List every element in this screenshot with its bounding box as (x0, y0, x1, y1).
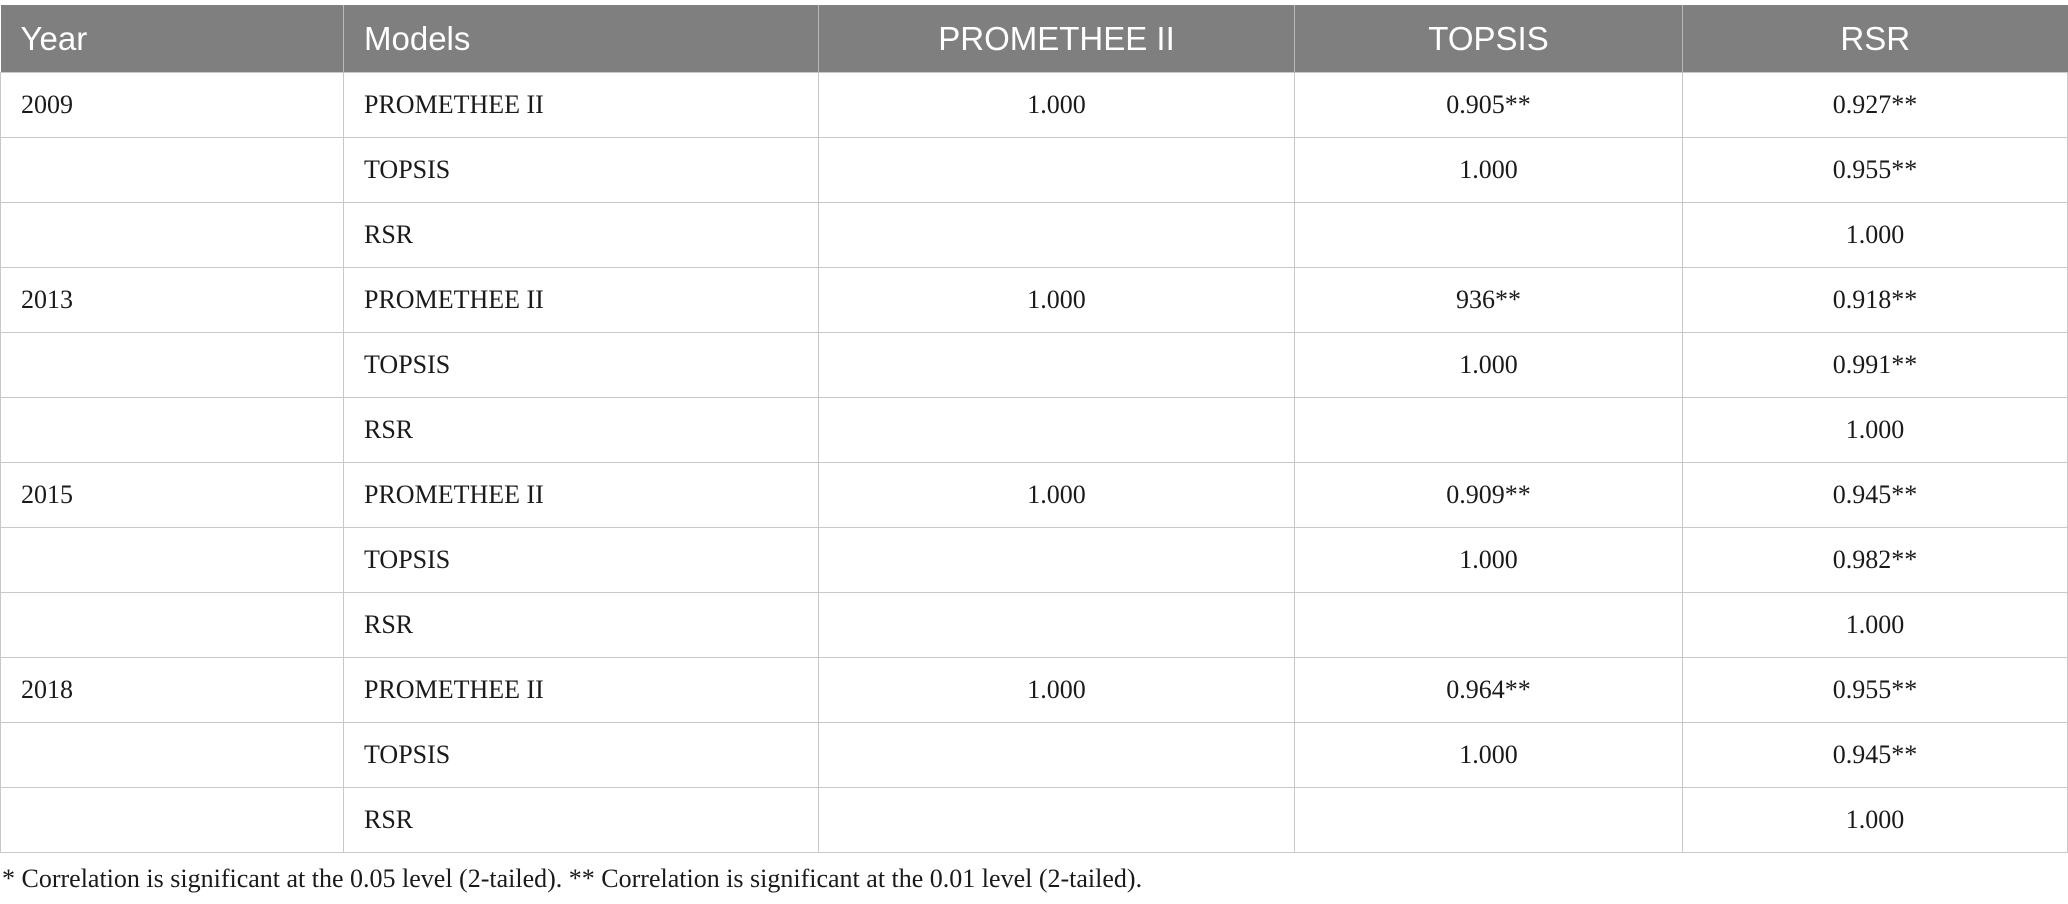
year-cell (1, 203, 344, 268)
topsis-cell: 1.000 (1295, 138, 1683, 203)
rsr-cell: 0.927** (1683, 73, 2068, 138)
header-promethee: PROMETHEE II (819, 5, 1295, 73)
promethee-cell (819, 788, 1295, 853)
table-row (1, 528, 2068, 593)
topsis-cell (1295, 788, 1683, 853)
promethee-cell: 1.000 (819, 73, 1295, 138)
promethee-cell (819, 593, 1295, 658)
table-row (1, 268, 2068, 333)
rsr-cell: 0.955** (1683, 138, 2068, 203)
table-row (1, 723, 2068, 788)
year-cell (1, 528, 344, 593)
topsis-cell (1295, 203, 1683, 268)
header-topsis: TOPSIS (1295, 5, 1683, 73)
year-cell (1, 593, 344, 658)
topsis-cell (1295, 593, 1683, 658)
year-cell: 2009 (1, 73, 344, 138)
rsr-cell: 1.000 (1683, 788, 2068, 853)
correlation-table (0, 5, 2068, 853)
header-rsr: RSR (1683, 5, 2068, 73)
table-row (1, 73, 2068, 138)
promethee-cell (819, 203, 1295, 268)
topsis-cell: 1.000 (1295, 333, 1683, 398)
table-row (1, 398, 2068, 463)
table-header (1, 5, 2068, 73)
table-row (1, 203, 2068, 268)
topsis-cell: 0.905** (1295, 73, 1683, 138)
table-row (1, 658, 2068, 723)
rsr-cell: 0.982** (1683, 528, 2068, 593)
model-cell: PROMETHEE II (344, 268, 819, 333)
topsis-cell: 0.964** (1295, 658, 1683, 723)
year-cell: 2015 (1, 463, 344, 528)
model-cell: TOPSIS (344, 333, 819, 398)
table-body (1, 73, 2068, 853)
model-cell: RSR (344, 203, 819, 268)
model-cell: PROMETHEE II (344, 658, 819, 723)
year-cell (1, 138, 344, 203)
table-row (1, 788, 2068, 853)
table-row (1, 138, 2068, 203)
promethee-cell: 1.000 (819, 463, 1295, 528)
rsr-cell: 1.000 (1683, 398, 2068, 463)
promethee-cell (819, 723, 1295, 788)
correlation-table-container (0, 5, 2068, 853)
table-row (1, 593, 2068, 658)
rsr-cell: 1.000 (1683, 203, 2068, 268)
topsis-cell: 1.000 (1295, 723, 1683, 788)
topsis-cell: 0.909** (1295, 463, 1683, 528)
topsis-cell (1295, 398, 1683, 463)
rsr-cell: 0.945** (1683, 463, 2068, 528)
rsr-cell: 1.000 (1683, 593, 2068, 658)
table-row (1, 463, 2068, 528)
year-cell (1, 333, 344, 398)
topsis-cell: 936** (1295, 268, 1683, 333)
year-cell: 2018 (1, 658, 344, 723)
promethee-cell: 1.000 (819, 658, 1295, 723)
table-footnote: * Correlation is significant at the 0.05 level (2-tailed). ** Correlation is significant at the 0.01 level (2-tailed). (2, 864, 1143, 893)
year-cell (1, 398, 344, 463)
model-cell: RSR (344, 593, 819, 658)
model-cell: TOPSIS (344, 528, 819, 593)
year-cell (1, 723, 344, 788)
model-cell: TOPSIS (344, 138, 819, 203)
rsr-cell: 0.918** (1683, 268, 2068, 333)
promethee-cell: 1.000 (819, 268, 1295, 333)
header-row (1, 5, 2068, 73)
promethee-cell (819, 398, 1295, 463)
header-models: Models (344, 5, 819, 73)
table-row (1, 333, 2068, 398)
promethee-cell (819, 528, 1295, 593)
rsr-cell: 0.955** (1683, 658, 2068, 723)
rsr-cell: 0.991** (1683, 333, 2068, 398)
year-cell (1, 788, 344, 853)
model-cell: PROMETHEE II (344, 463, 819, 528)
model-cell: RSR (344, 398, 819, 463)
model-cell: TOPSIS (344, 723, 819, 788)
topsis-cell: 1.000 (1295, 528, 1683, 593)
promethee-cell (819, 333, 1295, 398)
year-cell: 2013 (1, 268, 344, 333)
model-cell: PROMETHEE II (344, 73, 819, 138)
promethee-cell (819, 138, 1295, 203)
rsr-cell: 0.945** (1683, 723, 2068, 788)
header-year: Year (1, 5, 344, 73)
model-cell: RSR (344, 788, 819, 853)
